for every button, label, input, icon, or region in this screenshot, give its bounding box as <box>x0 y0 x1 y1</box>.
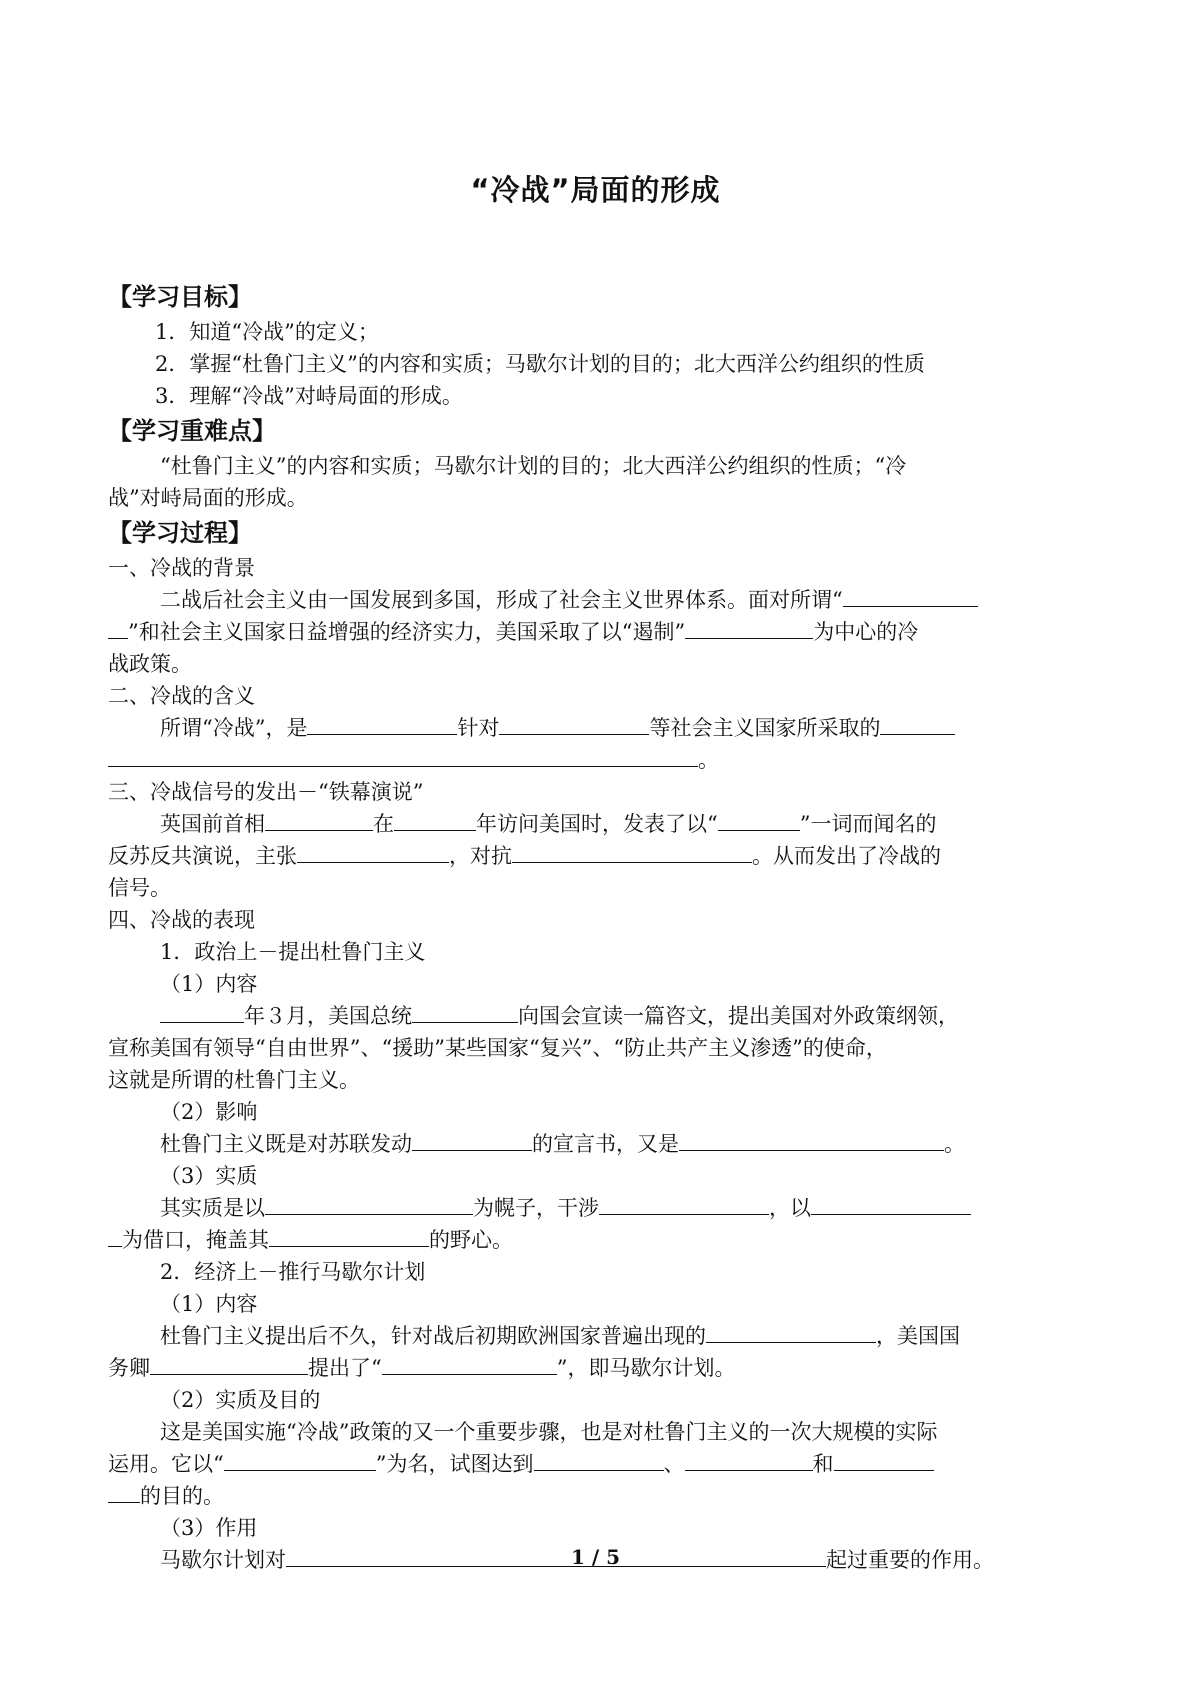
document-title: “冷战”局面的形成 <box>470 173 721 207</box>
fill-blank[interactable] <box>412 1000 518 1023</box>
page-number: 1 / 5 <box>570 1545 621 1569</box>
subsection-heading: 2．经济上－推行马歇尔计划 <box>160 1260 426 1284</box>
goal-item: 2．掌握“杜鲁门主义”的内容和实质；马歇尔计划的目的；北大西洋公约组织的性质 <box>155 352 925 376</box>
section-heading-key-points: 【学习重难点】 <box>108 417 276 445</box>
text: 的宣言书，又是 <box>532 1132 679 1156</box>
text: 在 <box>373 812 394 836</box>
fill-blank[interactable] <box>108 1480 140 1503</box>
text: 杜鲁门主义提出后不久，针对战后初期欧洲国家普遍出现的 <box>160 1324 706 1348</box>
text: 杜鲁门主义既是对苏联发动 <box>160 1132 412 1156</box>
paragraph-line <box>108 1448 1088 1480</box>
text: 二战后社会主义由一国发展到多国，形成了社会主义世界体系。面对所谓“ <box>160 588 843 612</box>
text: 的野心。 <box>429 1228 513 1252</box>
text: 运用。它以“ <box>108 1452 224 1476</box>
text: ”为名，试图达到 <box>375 1452 534 1476</box>
subsection-heading: 1．政治上－提出杜鲁门主义 <box>160 940 426 964</box>
part-heading: 三、冷战信号的发出－“铁幕演说” <box>108 780 424 804</box>
fill-blank[interactable] <box>685 616 813 639</box>
text: 针对 <box>457 716 500 740</box>
paragraph-line <box>108 1352 1088 1384</box>
paragraph-line <box>108 1192 1088 1224</box>
fill-blank[interactable] <box>685 1448 813 1471</box>
paragraph-line <box>108 1000 1088 1032</box>
item-label: （2）影响 <box>160 1100 258 1124</box>
key-point-text: “杜鲁门主义”的内容和实质；马歇尔计划的目的；北大西洋公约组织的性质；“冷 <box>160 454 907 478</box>
paragraph-line <box>108 840 1088 872</box>
text: 反苏反共演说，主张 <box>108 844 297 868</box>
goal-item: 3．理解“冷战”对峙局面的形成。 <box>155 384 463 408</box>
fill-blank[interactable] <box>880 712 955 735</box>
fill-blank[interactable] <box>843 584 978 607</box>
paragraph-line: 这是美国实施“冷战”政策的又一个重要步骤，也是对杜鲁门主义的一次大规模的实际 <box>160 1420 938 1444</box>
fill-blank[interactable] <box>269 1224 429 1247</box>
paragraph-line: 战政策。 <box>108 652 192 676</box>
text: 起过重要的作用。 <box>826 1548 994 1572</box>
fill-blank[interactable] <box>499 712 649 735</box>
paragraph-line <box>108 1128 1088 1160</box>
text: 其实质是以 <box>160 1196 265 1220</box>
fill-blank[interactable] <box>382 1352 557 1375</box>
text: 。 <box>698 748 719 772</box>
text: 所谓“冷战”，是 <box>160 716 308 740</box>
fill-blank[interactable] <box>160 1000 244 1023</box>
fill-blank[interactable] <box>834 1448 934 1471</box>
text: ”，即马歇尔计划。 <box>556 1356 736 1380</box>
text: 年访问美国时，发表了以“ <box>476 812 718 836</box>
text: ，美国国 <box>876 1324 960 1348</box>
fill-blank[interactable] <box>297 840 449 863</box>
text: 英国前首相 <box>160 812 265 836</box>
fill-blank[interactable] <box>265 808 373 831</box>
item-label: （1）内容 <box>160 972 258 996</box>
text: ，对抗 <box>449 844 512 868</box>
text: 。 <box>944 1132 965 1156</box>
fill-blank[interactable] <box>412 1128 532 1151</box>
item-label: （1）内容 <box>160 1292 258 1316</box>
section-heading-goals: 【学习目标】 <box>108 283 252 311</box>
fill-blank[interactable] <box>679 1128 944 1151</box>
text: 为幌子，干涉 <box>473 1196 599 1220</box>
paragraph-line <box>108 1480 1088 1512</box>
fill-blank[interactable] <box>108 616 128 639</box>
fill-blank[interactable] <box>706 1320 876 1343</box>
document-body <box>108 278 1088 1576</box>
fill-blank[interactable] <box>599 1192 769 1215</box>
paragraph-line <box>108 1320 1088 1352</box>
text: 向国会宣读一篇咨文，提出美国对外政策纲领， <box>518 1004 959 1028</box>
part-heading: 二、冷战的含义 <box>108 684 255 708</box>
text: 为借口，掩盖其 <box>122 1228 269 1252</box>
fill-blank[interactable] <box>224 1448 376 1471</box>
paragraph-line: 宣称美国有领导“自由世界”、“援助”某些国家“复兴”、“防止共产主义渗透”的使命， <box>108 1036 887 1060</box>
text: 马歇尔计划对 <box>160 1548 286 1572</box>
fill-blank[interactable] <box>512 840 752 863</box>
text: ”和社会主义国家日益增强的经济实力，美国采取了以“遏制” <box>128 620 686 644</box>
text: ，以 <box>769 1196 811 1220</box>
paragraph-line <box>108 712 1088 744</box>
paragraph-line <box>108 744 1088 776</box>
text: 务卿 <box>108 1356 150 1380</box>
paragraph-line <box>108 584 1088 616</box>
item-label: （3）实质 <box>160 1164 258 1188</box>
fill-blank[interactable] <box>534 1448 664 1471</box>
part-heading: 四、冷战的表现 <box>108 908 255 932</box>
paragraph-line <box>108 616 1088 648</box>
key-point-text: 战”对峙局面的形成。 <box>108 486 308 510</box>
fill-blank[interactable] <box>811 1192 971 1215</box>
fill-blank[interactable] <box>265 1192 473 1215</box>
paragraph-line: 这就是所谓的杜鲁门主义。 <box>108 1068 360 1092</box>
fill-blank[interactable] <box>150 1352 308 1375</box>
fill-blank[interactable] <box>307 712 457 735</box>
text: ”一词而闻名的 <box>799 812 937 836</box>
paragraph-line <box>108 1224 1088 1256</box>
text: 年３月，美国总统 <box>244 1004 412 1028</box>
text: 为中心的冷 <box>813 620 919 644</box>
text: 。从而发出了冷战的 <box>752 844 941 868</box>
text: 提出了“ <box>308 1356 382 1380</box>
paragraph-line: 信号。 <box>108 876 171 900</box>
paragraph-line <box>108 808 1088 840</box>
part-heading: 一、冷战的背景 <box>108 556 255 580</box>
fill-blank[interactable] <box>108 1224 122 1247</box>
fill-blank[interactable] <box>394 808 476 831</box>
section-heading-process: 【学习过程】 <box>108 519 252 547</box>
text: 、 <box>663 1452 685 1476</box>
goal-item: 1．知道“冷战”的定义； <box>155 320 379 344</box>
text: 的目的。 <box>140 1484 224 1508</box>
item-label: （3）作用 <box>160 1516 258 1540</box>
text: 等社会主义国家所采取的 <box>649 716 881 740</box>
fill-blank[interactable] <box>108 744 698 767</box>
fill-blank[interactable] <box>718 808 800 831</box>
item-label: （2）实质及目的 <box>160 1388 321 1412</box>
text: 和 <box>812 1452 834 1476</box>
